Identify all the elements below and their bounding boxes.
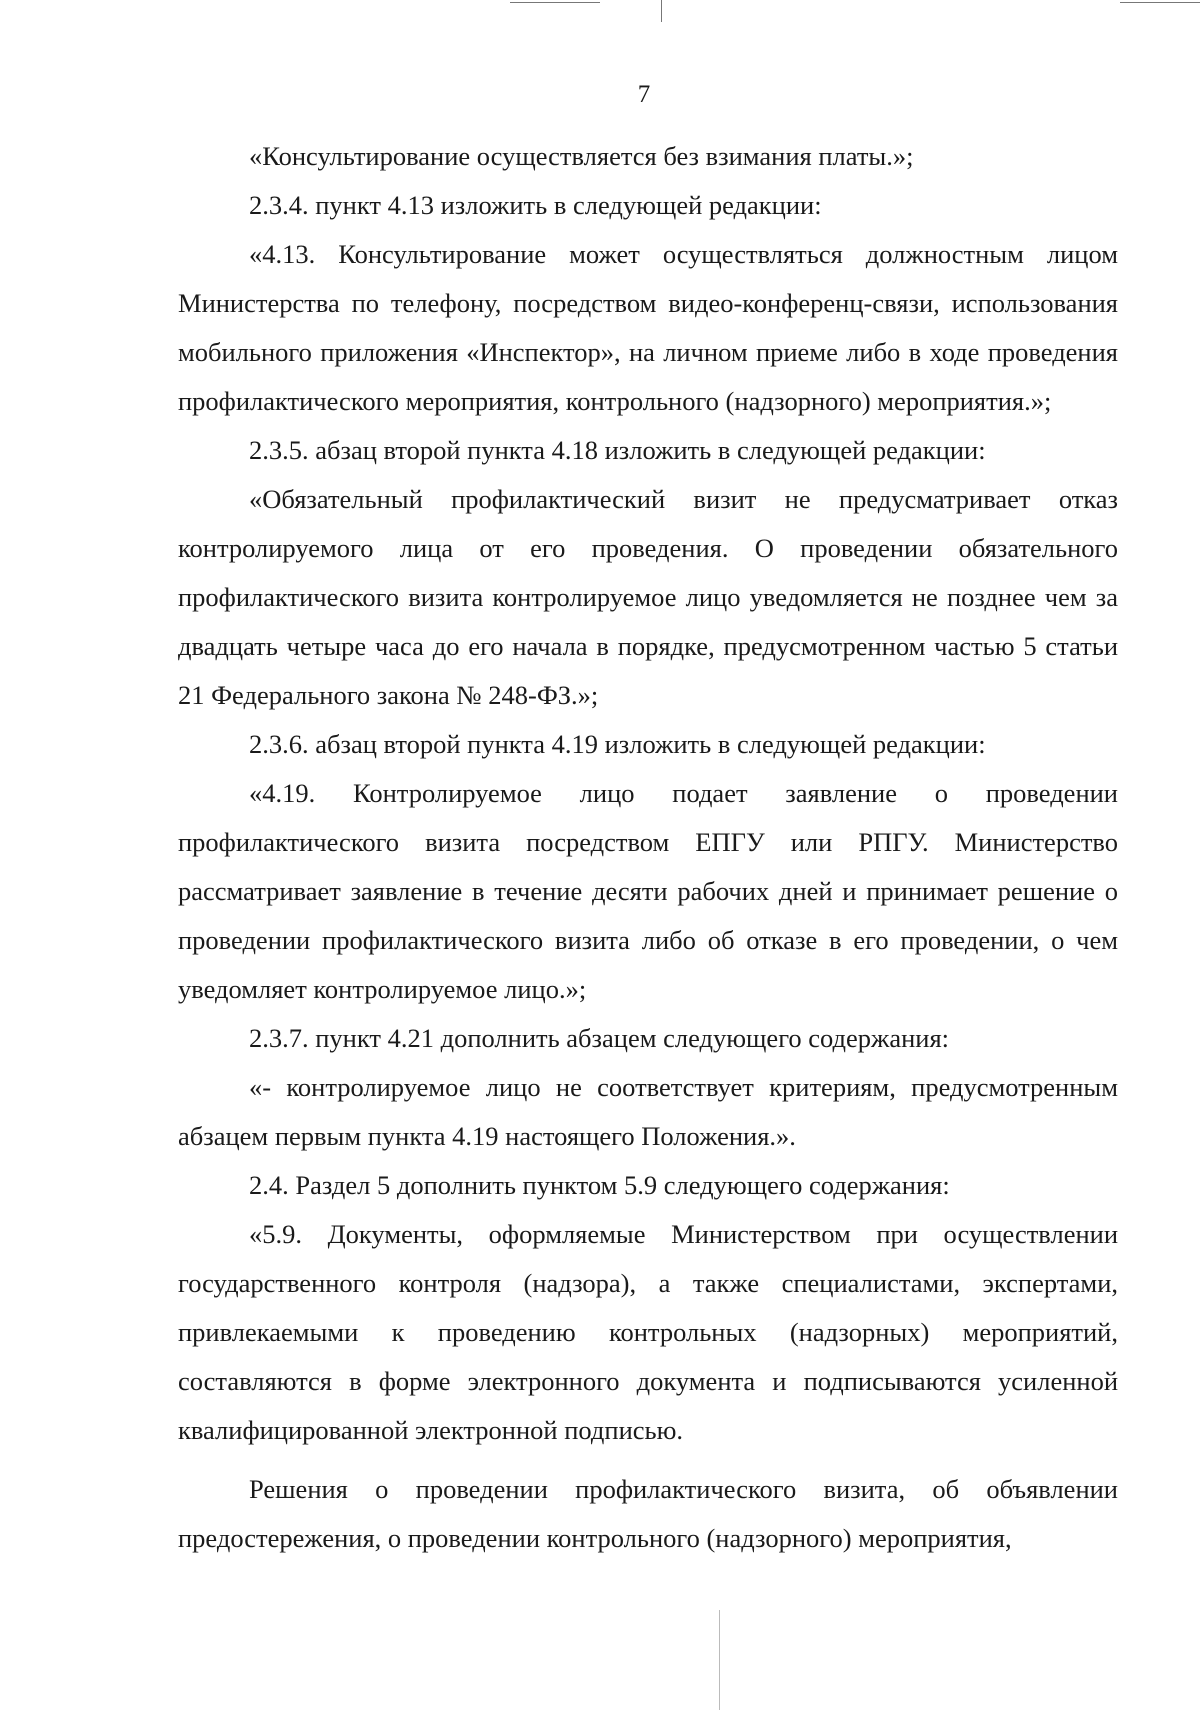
paragraph: «Обязательный профилактический визит не предусматривает отказ контролируемого лица от его проведения. О проведении обязательного профилактического визита контролируемое лицо уведомляется не позднее чем за двадцать четыре часа до его начала в порядке, предусмотренном частью 5 статьи 21 Федерального закона № 248-ФЗ.»; [178, 484, 1118, 710]
paragraph: 2.3.6. абзац второй пункта 4.19 изложить в следующей редакции: [249, 729, 986, 759]
paragraph: «5.9. Документы, оформляемые Министерством при осуществлении государственного контроля (надзора), а также специалистами, экспертами, привлекаемыми к проведению контрольных (надзорных) мероприятий, составляются в форме электронного документа и подписываются усиленной квалифицированной электронной подписью. [178, 1219, 1118, 1445]
paragraph: «- контролируемое лицо не соответствует критериям, предусмотренным абзацем первым пункта 4.19 настоящего Положения.». [178, 1072, 1118, 1151]
scan-artifact-top-line-left [510, 2, 600, 3]
paragraph: 2.4. Раздел 5 дополнить пунктом 5.9 следующего содержания: [249, 1170, 950, 1200]
page-number: 7 [637, 81, 651, 108]
paragraph: «4.13. Консультирование может осуществляться должностным лицом Министерства по телефону, посредством видео-конференц-связи, использования мобильного приложения «Инспектор», на личном приеме либо в ходе проведения профилактического мероприятия, контрольного (надзорного) мероприятия.»; [178, 239, 1118, 416]
document-body [178, 132, 1118, 1563]
scan-artifact-top-tick [661, 0, 662, 22]
paragraph: 2.3.4. пункт 4.13 изложить в следующей редакции: [249, 190, 822, 220]
scan-artifact-top-line-right [1120, 2, 1200, 3]
paragraph: «4.19. Контролируемое лицо подает заявление о проведении профилактического визита посредством ЕПГУ или РПГУ. Министерство рассматривает заявление в течение десяти рабочих дней и принимает решение о проведении профилактического визита либо об отказе в его проведении, о чем уведомляет контролируемое лицо.»; [178, 778, 1118, 1004]
paragraph: 2.3.5. абзац второй пункта 4.18 изложить в следующей редакции: [249, 435, 986, 465]
paragraph: «Консультирование осуществляется без взимания платы.»; [249, 141, 914, 171]
scan-artifact-fold-line [719, 1610, 720, 1710]
paragraph: 2.3.7. пункт 4.21 дополнить абзацем следующего содержания: [249, 1023, 950, 1053]
paragraph: Решения о проведении профилактического визита, об объявлении предостережения, о проведении контрольного (надзорного) мероприятия, [178, 1474, 1118, 1553]
